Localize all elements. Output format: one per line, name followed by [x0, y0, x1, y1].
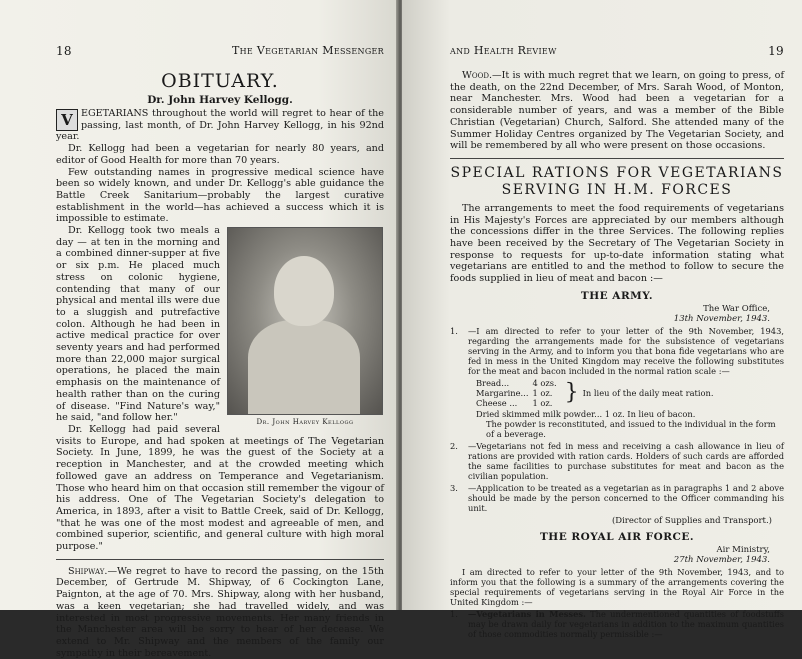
right-page	[402, 0, 802, 639]
obituary-title: OBITUARY.	[161, 70, 279, 92]
obituary-para-5: Dr. Kellogg had paid several visits to Europe, and had spoken at meetings of The Vegetarian Society. In June, 1899, he was the guest of the Society at a reception in Manchester, and at the crowded meeting which followed gave an address on Temperance and Vegetarianism. Those who heard him on that occasion still remember the vigour of his address. One of The Vegetarian Society's delegation to America, in 1893, after a visit to Battle Creek, said of Dr. Kellogg, "that he was one of the most modest and agreeable of men, and combined superior, scientific, and general culture with high moral purpose."	[56, 423, 384, 553]
raf-item-1-num: 1.	[450, 608, 458, 619]
ration-note: In lieu of the daily meat ration.	[582, 387, 714, 398]
raf-address: Air Ministry,	[716, 544, 770, 555]
left-page	[0, 0, 398, 659]
army-signature: (Director of Supplies and Transport.)	[611, 515, 772, 526]
ration-item: Margarine...	[476, 387, 529, 398]
shipway-text: —We regret to have to record the passing, on the 15th December, of Gertrude M. Shipway, of 6 Cockington Lane, Paignton, at the age of 70. Mrs. Shipway, along with her husband, was a keen vegetarian; she had travelled widely, and was interested in most progressive movements. Her many friends in the Manchester area will be sorry to hear of her decease. We extend to Mr. Shipway and the members of the family our sympathy in their bereavement.	[56, 565, 384, 659]
army-item-1-text: —I am directed to refer to your letter of the 9th November, 1943, regarding the arrangements made for the subsistence of vegetarians serving in the Army, and to inform you that bona fide vegetarians who are fed in mess in the United Kingdom may receive the following substitutes for the meat and bacon included in the normal ration scale :—	[468, 325, 784, 376]
left-divider	[56, 559, 384, 560]
obituary-subtitle: Dr. John Harvey Kellogg.	[147, 94, 293, 106]
army-item-2	[450, 441, 784, 481]
ration-row	[476, 398, 561, 408]
portrait-body	[248, 320, 360, 414]
obituary-para-4: Dr. Kellogg took two meals a day — at ten in the morning and a combined dinner-supper at five or six p.m. He placed much stress on colonic hygiene, contending that many of our physical and mental ills were due to a sluggish and putrefactive colon. Although he had been in active medical practice for over seventy years and had performed more than 22,000 major surgical operations, he placed the main emphasis on the maintenance of health rather than on the curing of disease. "Find Nature's way," he said, "and follow her."	[56, 225, 220, 424]
ration-qty: 1 oz.	[532, 387, 553, 398]
army-item-3-num: 3.	[450, 482, 458, 493]
milk-note: The powder is reconstituted, and issued to the individual in the form of a beverage.	[486, 418, 776, 439]
shipway-lead: Shipway.	[68, 565, 108, 577]
obituary-para-1	[56, 108, 384, 143]
army-item-2-num: 2.	[450, 440, 458, 451]
raf-intro	[450, 567, 784, 607]
obituary-para-3: Few outstanding names in progressive medical science have been so widely known, and under Dr. Kellogg's able guidance the Battle Creek Sanitarium—probably the largest curative establishment in the world—has achieved a success which it is impossible to estimate.	[56, 166, 384, 225]
shipway-notice	[56, 566, 384, 659]
left-running-head	[56, 44, 384, 58]
raf-item-1-body: The undermentioned quantities of foodstuffs may be drawn daily for vegetarians in addition to the maximum quantities of those commodities normally permissible :—	[468, 608, 784, 639]
right-running-head	[450, 44, 784, 58]
ration-table	[476, 378, 561, 408]
wood-text: —It is with much regret that we learn, on going to press, of the death, on the 22nd December, of Mrs. Sarah Wood, of Monton, near Manchester. Mrs. Wood had been a vegetarian for a considerable number of years, and was a member of the Bible Christian (Vegetarian) Church, Salford. She attended many of the Summer Holiday Centres organized by The Vegetarian Society, and will be remembered by all who were present on those occasions.	[450, 70, 784, 152]
army-item-3-text: —Application to be treated as a vegetarian as in paragraphs 1 and 2 above should be made by the person concerned to the Officer commanding his unit.	[468, 482, 784, 513]
kellogg-portrait	[227, 227, 383, 415]
raf-date	[450, 555, 784, 565]
right-running-title: and Health Review	[450, 44, 557, 57]
ration-row	[476, 388, 561, 398]
army-date-text: 13th November, 1943.	[673, 313, 770, 324]
army-heading: THE ARMY.	[580, 289, 654, 302]
army-date	[450, 314, 784, 324]
right-divider	[450, 158, 784, 159]
obituary-para-1-text: EGETARIANS throughout the world will regret to hear of the passing, last month, of Dr. John Harvey Kellogg, in his 92nd year.	[56, 108, 384, 143]
portrait-head	[274, 256, 334, 326]
army-item-3	[450, 483, 784, 513]
army-item-2-text: —Vegetarians not fed in mess and receiving a cash allowance in lieu of rations are provided with ration cards. Holders of such cards are afforded the same facilities to purchase substitutes for meat and bacon as the civilian population.	[468, 440, 784, 481]
rations-title: SPECIAL RATIONS FOR VEGETARIANS SERVING IN H.M. FORCES	[450, 164, 784, 198]
army-item-1	[450, 326, 784, 376]
raf-intro-text: I am directed to refer to your letter of the 9th November, 1943, and to inform you that the following is a summary of the arrangements covering the special requirements of vegetarians serving in the Royal Air Force in the United Kingdom :—	[450, 566, 784, 607]
rations-intro: The arrangements to meet the food requirements of vegetarians in His Majesty's Forces are appreciated by our members although the concessions differ in the three Services. The following replies have been received by the Secretary of The Vegetarian Society in response to requests for up-to-date information stating what vegetarians are entitled to and the method to follow to secure the foods supplied in lieu of meat and bacon :—	[450, 202, 784, 285]
wood-notice	[450, 70, 784, 152]
left-running-title: The Vegetarian Messenger	[231, 44, 384, 57]
kellogg-photo-box	[226, 227, 384, 426]
right-page-number: 19	[768, 44, 784, 58]
army-item-1-num: 1.	[450, 325, 458, 336]
ration-qty: 4 ozs.	[532, 377, 557, 388]
ration-row	[476, 378, 561, 388]
left-page-number: 18	[56, 44, 72, 58]
raf-item-1-lead: —Vegetarians in Messes.	[468, 608, 586, 619]
dropcap-letter: V	[56, 109, 78, 131]
ration-item: Cheese ...	[476, 397, 518, 408]
ration-block	[476, 378, 784, 408]
ration-qty: 1 oz.	[532, 397, 553, 408]
obituary-para-2: Dr. Kellogg had been a vegetarian for nearly 80 years, and editor of Good Health for more than 70 years.	[56, 143, 384, 166]
ration-item: Bread...	[476, 377, 510, 388]
wood-lead: Wood.	[462, 70, 493, 81]
raf-date-text: 27th November, 1943.	[673, 554, 770, 565]
milk-line: Dried skimmed milk powder... 1 oz. In lieu of bacon.	[476, 408, 696, 419]
raf-heading: THE ROYAL AIR FORCE.	[539, 530, 695, 543]
army-address: The War Office,	[703, 303, 770, 314]
photo-caption: Dr. John Harvey Kellogg	[256, 418, 354, 427]
raf-item-1	[450, 609, 784, 639]
raf-item-1-text	[468, 609, 784, 639]
brace-glyph: }	[564, 379, 579, 405]
